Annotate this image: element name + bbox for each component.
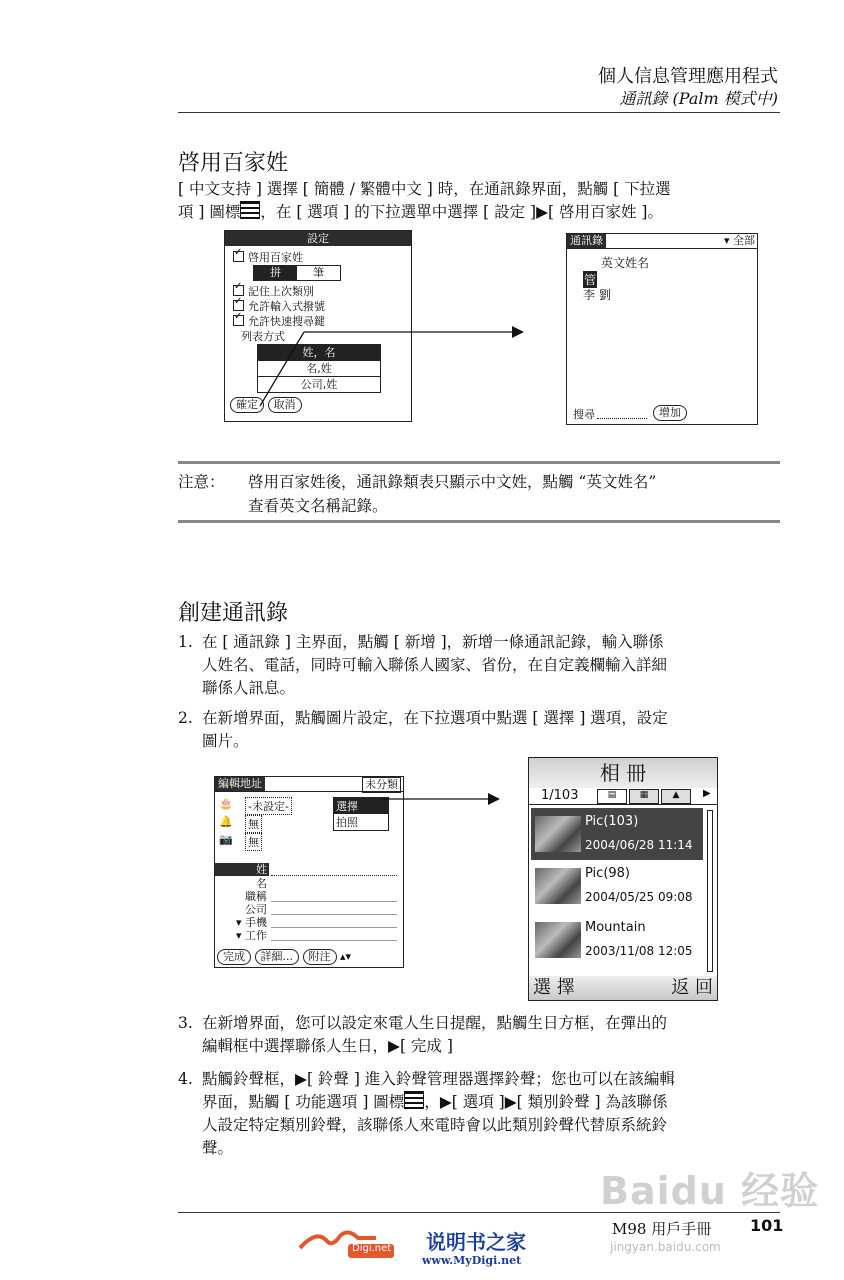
list-option[interactable]: 姓，名 (258, 345, 380, 360)
note-rule-top (178, 461, 780, 464)
select-softkey[interactable]: 選 擇 (533, 977, 575, 998)
page-number: 101 (750, 1216, 784, 1235)
field-label: 公司 (245, 903, 267, 916)
edit-buttons (217, 949, 351, 965)
photo-thumbnail (535, 868, 581, 904)
photo-name: Pic(98) (585, 866, 630, 881)
field-label: ▾ 手機 (235, 916, 267, 929)
photo-date: 2003/11/08 12:05 (585, 944, 693, 958)
para-line (178, 201, 788, 224)
option-remember-category[interactable]: ✓記住上次類別 (233, 283, 314, 299)
album-title: 相 冊 (529, 758, 717, 788)
dropdown-menu-icon (240, 201, 260, 219)
manual-name: M98 用戶手冊 (612, 1220, 712, 1238)
field-label: 名 (256, 877, 267, 890)
album-softkeys (529, 976, 717, 1000)
checkbox[interactable] (233, 251, 244, 262)
photo-name: Pic(103) (585, 814, 639, 829)
edit-titlebar (215, 777, 403, 792)
option-bai-jia-xing[interactable]: ✓啓用百家姓 (233, 249, 303, 265)
ok-button[interactable]: 確定 (230, 397, 264, 413)
option-input-dial[interactable]: ✓允許輸入式撥號 (233, 298, 325, 314)
slide-view-tab-icon[interactable]: ▲ (661, 789, 691, 804)
album-tabs (529, 788, 717, 805)
birthday-field[interactable]: -未設定- (245, 797, 292, 815)
list-option[interactable]: 名,姓 (258, 360, 380, 376)
step-1: 1. 在 [ 通訊錄 ] 主界面，點觸 [ 新增 ]，新增一條通訊記錄，輸入聯係 人姓名、電話，同時可輸入聯係人國家、省份，在自定義欄輸入詳細 聯係人訊息。 (178, 633, 668, 697)
checkbox[interactable] (233, 285, 244, 296)
note-label: 注意： (178, 473, 225, 491)
brand-url[interactable]: www.MyDigi.net (422, 1254, 522, 1267)
photo-thumbnail (535, 816, 581, 852)
surname-input[interactable] (271, 875, 397, 876)
done-button[interactable]: 完成 (217, 949, 251, 965)
para-line: [ 中文支持 ] 選擇 [ 簡體 / 繁體中文 ] 時，在通訊錄界面，點觸 [ 下拉選 (178, 180, 671, 198)
menu-select[interactable]: 選擇 (334, 798, 388, 814)
segment-stroke[interactable]: 筆 (313, 266, 324, 279)
surname-group[interactable]: 管 (584, 273, 597, 287)
search-label[interactable]: 搜尋 (573, 408, 595, 421)
search-input[interactable] (597, 418, 647, 419)
category-dropdown[interactable]: ▾ 全部 (723, 234, 755, 247)
checkbox[interactable] (233, 300, 244, 311)
surname-list[interactable]: 李 劉 (583, 288, 611, 302)
input-method-segment (253, 265, 341, 281)
photo-date: 2004/05/25 09:08 (585, 890, 693, 904)
settings-title: 設定 (225, 231, 411, 246)
section2-title: 創建通訊錄 (178, 601, 289, 626)
para-text: ，在 [ 選項 ] 的下拉選單中選擇 [ 設定 ] (260, 203, 537, 221)
segment-pinyin[interactable]: 拼 (254, 266, 297, 280)
tab-next-icon[interactable]: ▶ (703, 788, 711, 799)
photo-date: 2004/06/28 11:14 (585, 838, 693, 852)
add-button[interactable]: 增加 (653, 405, 687, 421)
list-mode-label: 列表方式 (241, 330, 285, 343)
category-dropdown[interactable]: 未分類 (362, 777, 401, 793)
album-scrollbar[interactable] (707, 810, 713, 972)
pointer-arrow (240, 322, 524, 412)
note-button[interactable]: 附注 (303, 949, 337, 965)
english-name-entry[interactable]: 英文姓名 (601, 256, 650, 270)
ringtone-field[interactable]: 無 (245, 815, 262, 833)
photo-icon: 📷 (219, 833, 233, 846)
para-text: 項 ] 圖標 (178, 203, 241, 221)
photo-item[interactable] (531, 862, 703, 914)
contacts-screen (566, 233, 758, 425)
photo-item[interactable] (531, 916, 703, 968)
header-title: 個人信息管理應用程式 (598, 66, 778, 87)
photo-item-selected[interactable] (531, 808, 703, 860)
section1-paragraph (178, 178, 788, 224)
field-label: ▾ 工作 (235, 929, 267, 942)
grid-view-tab-icon[interactable]: ▦ (629, 789, 659, 804)
contacts-title: 通訊錄 (567, 234, 606, 248)
list-view-tab-icon[interactable]: ▤ (597, 789, 627, 804)
watermark-url: jingyan.baidu.com (610, 1240, 721, 1254)
logo-text: Digi.net (352, 1243, 392, 1254)
arrow-right-icon: ▶ (536, 203, 549, 221)
edit-address-screen (214, 776, 404, 968)
album-screen (528, 757, 718, 1001)
para-text: [ 啓用百家姓 ]。 (548, 203, 663, 221)
cancel-button[interactable]: 取消 (268, 397, 302, 413)
header-subtitle: 通訊錄 (Palm 模式中) (619, 89, 778, 108)
surname-label: 姓 (215, 863, 269, 876)
step-4: 4. 點觸鈴聲框，▶[ 鈴聲 ] 進入鈴聲管理器選擇鈴聲；您也可以在該編輯 界面，點觸 [ 功能選項 ] 圖標 ，▶[ 選項 ]▶[ 類別鈴聲 ] 為該聯係 人設定特定類別鈴聲，該聯係人來電時會以此類別鈴聲代替原系統鈴 聲。 (178, 1070, 675, 1157)
step-3: 3. 在新增界面，您可以設定來電人生日提醒，點觸生日方框，在彈出的 編輯框中選擇聯係人生日，▶[ 完成 ] (178, 1014, 668, 1055)
ringtone-icon: 🔔 (219, 815, 233, 828)
field-inputs[interactable] (271, 889, 397, 941)
photo-name: Mountain (585, 920, 646, 935)
header-rule (178, 112, 780, 113)
birthday-icon: 🎂 (219, 797, 233, 810)
option-quick-search[interactable]: ✓允許快速搜尋鍵 (233, 313, 325, 329)
field-label: 職稱 (245, 890, 267, 903)
watermark-logo: Baidu 经验 (600, 1169, 820, 1213)
contacts-titlebar (567, 234, 757, 249)
photo-counter: 1/103 (541, 788, 579, 803)
arrow-right-icon: ▶ (295, 1070, 307, 1088)
edit-title: 編輯地址 (215, 777, 265, 791)
photo-field[interactable]: 無 (245, 833, 262, 851)
pointer-arrow (380, 790, 500, 808)
note-rule-bottom (178, 520, 780, 523)
section1-title: 啓用百家姓 (178, 151, 289, 176)
back-softkey[interactable]: 返 回 (671, 977, 713, 998)
brand-name: 说明书之家 (426, 1230, 526, 1254)
step-2: 2. 在新增界面，點觸圖片設定，在下拉選項中點選 [ 選擇 ] 選項，設定 圖片。 (178, 709, 668, 750)
function-menu-icon (404, 1091, 424, 1109)
arrow-right-icon: ▶ (388, 1037, 400, 1055)
arrow-right-icon: ▶ (439, 1093, 452, 1111)
photo-thumbnail (535, 922, 581, 958)
menu-take-photo[interactable]: 拍照 (336, 816, 358, 829)
arrow-right-icon: ▶ (504, 1093, 517, 1111)
note-text: 啓用百家姓後，通訊錄類表只顯示中文姓，點觸 “英文姓名” 查看英文名稱記錄。 (248, 473, 657, 515)
details-button[interactable]: 詳細... (255, 949, 300, 965)
field-labels (215, 877, 267, 942)
list-option[interactable]: 公司,姓 (258, 376, 380, 392)
scroll-arrows-icon[interactable]: ▴▾ (340, 950, 352, 963)
